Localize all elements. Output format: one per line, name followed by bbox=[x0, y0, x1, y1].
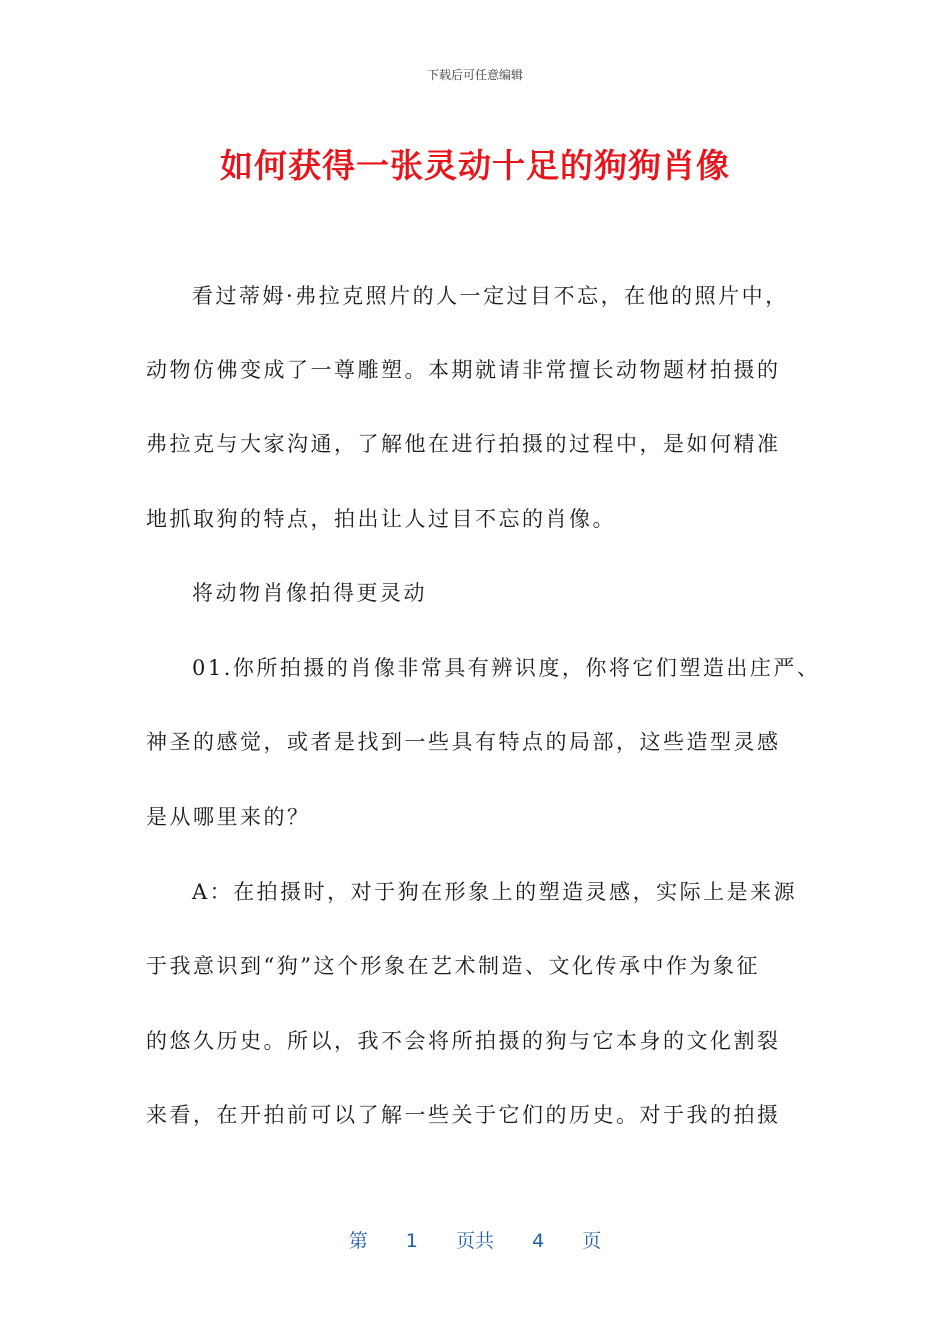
page-number: 1 bbox=[405, 1230, 418, 1252]
section-heading: 将动物肖像拍得更灵动 bbox=[192, 581, 427, 605]
total-pages: 4 bbox=[532, 1230, 545, 1252]
paragraph-line: 看过蒂姆·弗拉克照片的人一定过目不忘，在他的照片中， bbox=[192, 284, 789, 308]
paragraph-line: 神圣的感觉，或者是找到一些具有特点的局部，这些造型灵感 bbox=[146, 730, 781, 754]
paragraph-line: 是从哪里来的？ bbox=[146, 805, 311, 829]
total-label: 页共 bbox=[455, 1230, 494, 1252]
paragraph-line: 弗拉克与大家沟通，了解他在进行拍摄的过程中，是如何精准 bbox=[146, 432, 781, 456]
paragraph-line: 地抓取狗的特点，拍出让人过目不忘的肖像。 bbox=[146, 507, 616, 531]
header-note: 下载后可任意编辑 bbox=[426, 68, 523, 82]
paragraph-line: 于我意识到“狗”这个形象在艺术制造、文化传承中作为象征 bbox=[146, 954, 760, 978]
paragraph-line: 动物仿佛变成了一尊雕塑。本期就请非常擅长动物题材拍摄的 bbox=[146, 358, 781, 382]
paragraph-line: 的悠久历史。所以，我不会将所拍摄的狗与它本身的文化割裂 bbox=[146, 1029, 781, 1053]
page-suffix: 页 bbox=[582, 1230, 602, 1252]
page-label: 第 bbox=[348, 1230, 368, 1252]
paragraph-line: 来看，在开拍前可以了解一些关于它们的历史。对于我的拍摄 bbox=[146, 1103, 781, 1127]
paragraph-line: A：在拍摄时，对于狗在形象上的塑造灵感，实际上是来源 bbox=[192, 880, 798, 904]
paragraph-line: 01.你所拍摄的肖像非常具有辨识度，你将它们塑造出庄严、 bbox=[192, 656, 821, 680]
document-title: 如何获得一张灵动十足的狗狗肖像 bbox=[220, 146, 730, 185]
page-footer bbox=[0, 1226, 950, 1253]
